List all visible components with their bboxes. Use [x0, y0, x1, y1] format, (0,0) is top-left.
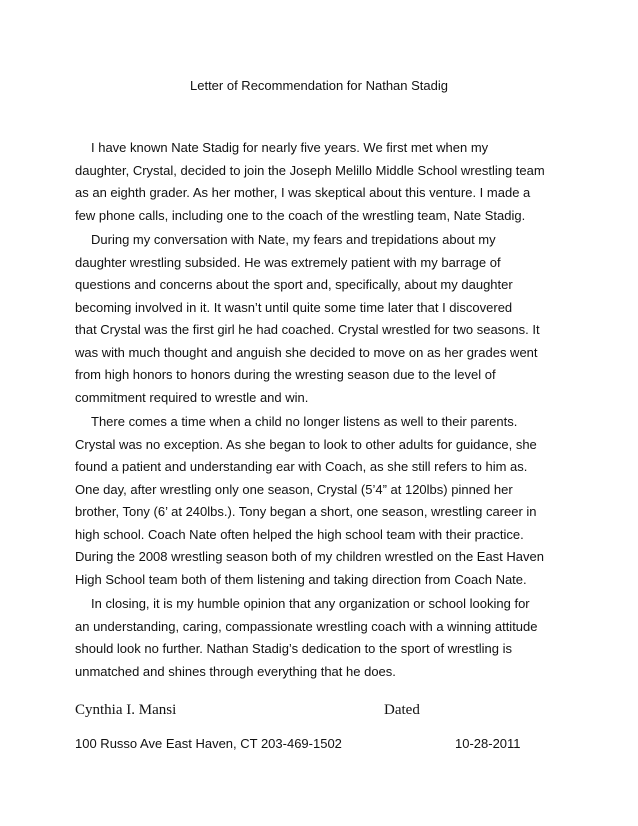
body-line: brother, Tony (6’ at 240lbs.). Tony began a short, one season, wrestling career in: [75, 504, 537, 519]
body-line: daughter wrestling subsided. He was extremely patient with my barrage of: [75, 254, 501, 270]
body-line: found a patient and understanding ear with Coach, as she still refers to him as.: [75, 459, 528, 474]
body-line: During my conversation with Nate, my fears and trepidations about my: [91, 232, 496, 247]
body-line: I have known Nate Stadig for nearly five years. We first met when my: [91, 140, 489, 155]
body-line: daughter, Crystal, decided to join the Joseph Melillo Middle School wrestling team: [75, 162, 545, 178]
paragraph-1: [75, 137, 575, 227]
body-line: as an eighth grader. As her mother, I was skeptical about this venture. I made a: [75, 185, 531, 200]
body-line: During the 2008 wrestling season both of my children wrestled on the East Haven: [75, 549, 544, 564]
body-line: unmatched and shines through everything that he does.: [75, 663, 396, 679]
signature-date: 10-28-2011: [455, 736, 521, 751]
body-line: an understanding, caring, compassionate wrestling coach with a winning attitude: [75, 618, 538, 634]
body-line: should look no further. Nathan Stadig’s dedication to the sport of wrestling is: [75, 641, 512, 656]
body-line: that Crystal was the first girl he had coached. Crystal wrestled for two seasons. It: [75, 322, 540, 337]
body-line: from high honors to honors during the wresting season due to the level of: [75, 367, 496, 382]
body-line: High School team both of them listening and taking direction from Coach Nate.: [75, 571, 527, 587]
body-line: high school. Coach Nate often helped the high school team with their practice.: [75, 526, 524, 542]
paragraph-4: [75, 593, 575, 683]
signer-address: 100 Russo Ave East Haven, CT 203-469-1502: [75, 736, 342, 751]
dated-label: Dated: [384, 702, 420, 718]
body-line: was with much thought and anguish she decided to move on as her grades went: [75, 344, 538, 360]
letter-title: Letter of Recommendation for Nathan Stadig: [190, 78, 448, 93]
body-line: questions and concerns about the sport and, specifically, about my daughter: [75, 277, 513, 292]
body-line: In closing, it is my humble opinion that any organization or school looking for: [91, 596, 530, 611]
body-line: Crystal was no exception. As she began to look to other adults for guidance, she: [75, 436, 537, 452]
body-line: commitment required to wrestle and win.: [75, 389, 309, 405]
body-line: There comes a time when a child no longer listens as well to their parents.: [91, 414, 518, 429]
body-line: becoming involved in it. It wasn’t until quite some time later that I discovered: [75, 299, 513, 315]
body-line: One day, after wrestling only one season, Crystal (5’4” at 120lbs) pinned her: [75, 481, 513, 497]
letter-body: [75, 137, 575, 683]
paragraph-2: [75, 229, 575, 409]
body-line: few phone calls, including one to the coach of the wrestling team, Nate Stadig.: [75, 207, 526, 223]
paragraph-3: [75, 411, 575, 591]
signer-name: Cynthia I. Mansi: [75, 702, 177, 718]
